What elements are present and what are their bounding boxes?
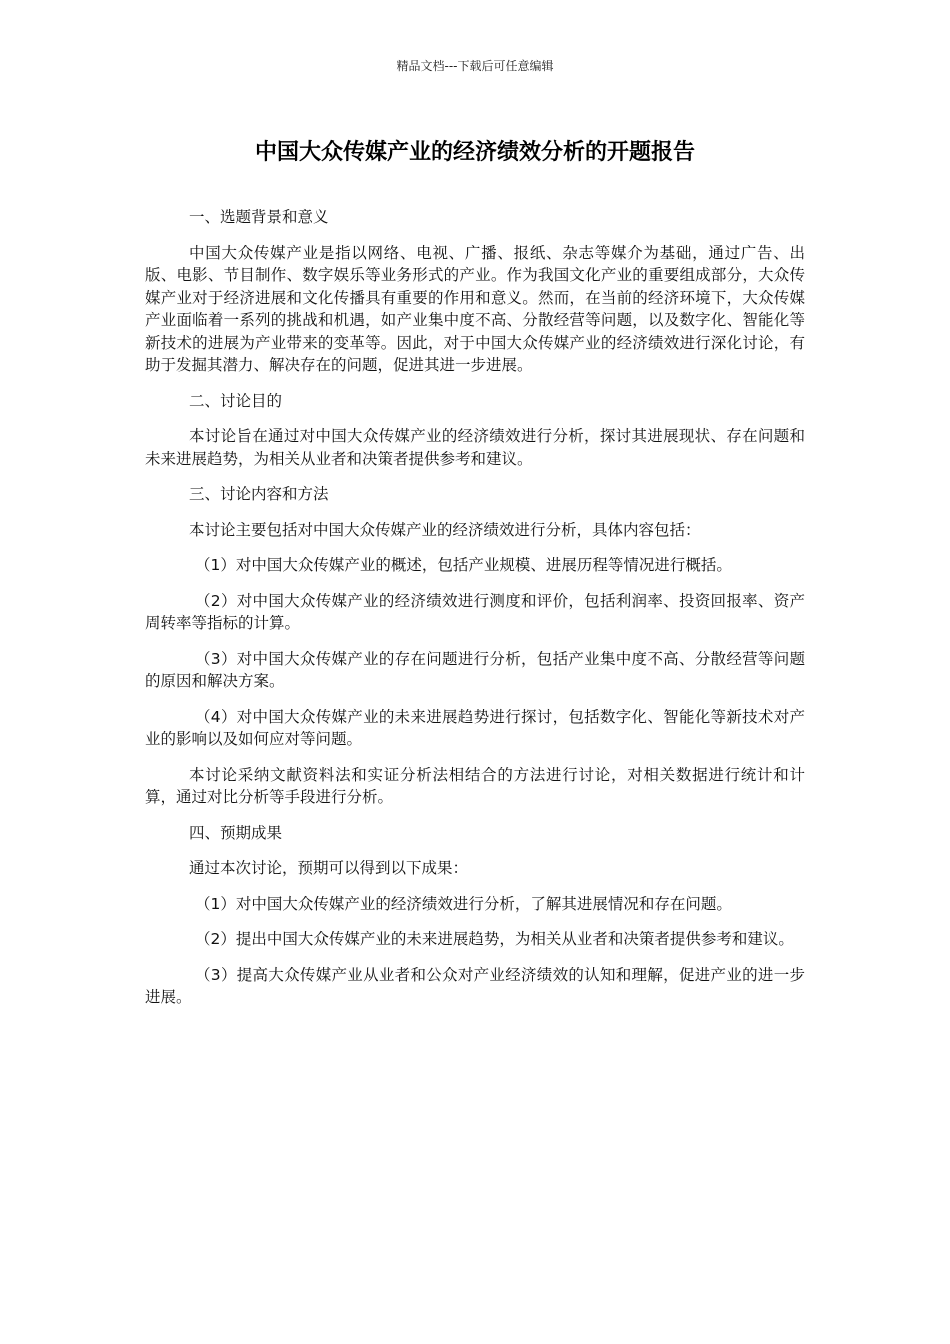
section-4-heading: 四、预期成果 (189, 823, 283, 842)
header-note: 精品文档---下载后可任意编辑 (396, 59, 554, 73)
document-title: 中国大众传媒产业的经济绩效分析的开题报告 (254, 140, 695, 165)
section-4-item-2: （2）提出中国大众传媒产业的未来进展趋势，为相关从业者和决策者提供参考和建议。 (195, 930, 794, 948)
section-4-item-1: （1）对中国大众传媒产业的经济绩效进行分析，了解其进展情况和存在问题。 (195, 894, 732, 913)
section-2-paragraph: 本讨论旨在通过对中国大众传媒产业的经济绩效进行分析，探讨其进展现状、存在问题和未来进展趋势，为相关从业者和决策者提供参考和建议。 (145, 427, 805, 468)
document-body (145, 206, 805, 1022)
section-3-item-4: （4）对中国大众传媒产业的未来进展趋势进行探讨，包括数字化、智能化等新技术对产业的影响以及如何应对等问题。 (145, 707, 805, 748)
section-2-heading: 二、讨论目的 (189, 391, 283, 410)
section-4-intro: 通过本次讨论，预期可以得到以下成果： (189, 859, 469, 877)
section-4-item-3: （3）提高大众传媒产业从业者和公众对产业经济绩效的认知和理解，促进产业的进一步进展。 (145, 965, 805, 1006)
section-1-heading: 一、选题背景和意义 (189, 208, 329, 226)
section-3-method: 本讨论采纳文献资料法和实证分析法相结合的方法进行讨论，对相关数据进行统计和计算，通过对比分析等手段进行分析。 (145, 765, 805, 806)
section-3-intro: 本讨论主要包括对中国大众传媒产业的经济绩效进行分析，具体内容包括： (189, 520, 701, 539)
section-3-item-3: （3）对中国大众传媒产业的存在问题进行分析，包括产业集中度不高、分散经营等问题的原因和解决方案。 (145, 649, 805, 690)
section-3-heading: 三、讨论内容和方法 (189, 485, 329, 503)
section-1-paragraph: 中国大众传媒产业是指以网络、电视、广播、报纸、杂志等媒介为基础，通过广告、出版、电影、节目制作、数字娱乐等业务形式的产业。作为我国文化产业的重要组成部分，大众传媒产业对于经济进展和文化传播具有重要的作用和意义。然而，在当前的经济环境下，大众传媒产业面临着一系列的挑战和机遇，如产业集中度不高、分散经营等问题，以及数字化、智能化等新技术的进展为产业带来的变革等。因此，对于中国大众传媒产业的经济绩效进行深化讨论，有助于发掘其潜力、解决存在的问题，促进其进一步进展。 (145, 243, 805, 374)
section-3-item-2: （2）对中国大众传媒产业的经济绩效进行测度和评价，包括利润率、投资回报率、资产周转率等指标的计算。 (145, 591, 805, 632)
section-3-item-1: （1）对中国大众传媒产业的概述，包括产业规模、进展历程等情况进行概括。 (195, 556, 732, 574)
